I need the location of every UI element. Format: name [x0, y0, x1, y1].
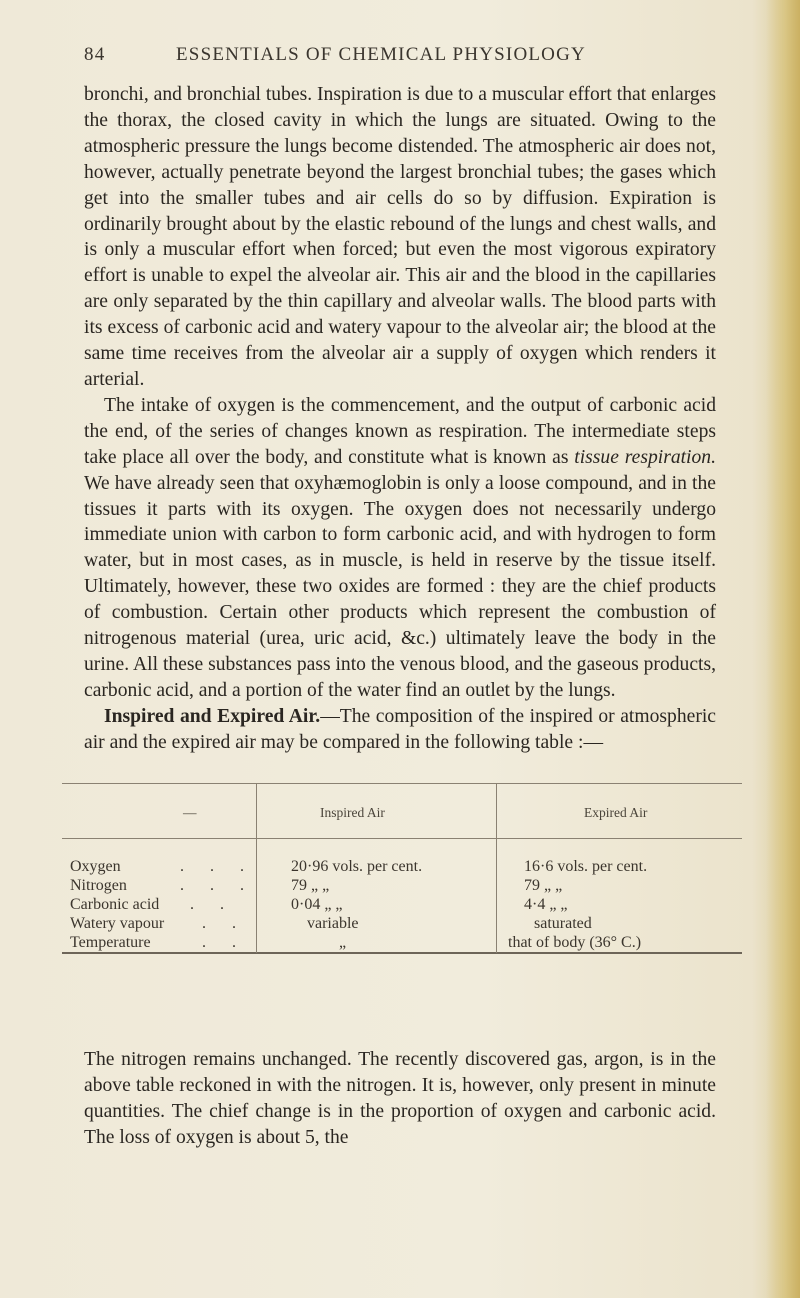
row-leader-dots: . . . — [180, 858, 255, 875]
row-leader-dots: . . . — [180, 877, 255, 894]
table-row — [62, 858, 742, 877]
row-leader-dots: . . — [190, 896, 235, 913]
expired-value: 79 „ „ — [524, 877, 563, 894]
inspired-value: „ — [339, 934, 347, 951]
row-leader-dots: . . — [202, 915, 247, 932]
paragraph-tissue-respiration — [84, 393, 716, 704]
expired-value: saturated — [534, 915, 592, 932]
inspired-value: 0·04 „ „ — [291, 896, 343, 913]
body-text — [84, 82, 716, 756]
table-row — [62, 934, 742, 953]
paragraph-inspired-expired — [84, 704, 716, 756]
table-header-blank: — — [183, 805, 197, 820]
expired-value: that of body (36° C.) — [508, 934, 642, 951]
paragraph-respiration-mechanics: bronchi, and bronchial tubes. Inspiration is due to a muscular effort that enlarges the thorax, the closed cavity in which the lungs are situated. Owing to the atmospheric pressure the lungs become distended. The atmospheric air does not, however, actually penetrate beyond the largest bronchial tubes; the gases which get into the smaller tubes and air cells do so by diffusion. Expiration is ordinarily brought about by the elastic rebound of the lungs and chest walls, and is only a muscular effort when forced; but even the most vigorous expiratory effort is unable to expel the alveolar air. This air and the blood in the capillaries are only separated by the thin capillary and alveolar walls. The blood parts with its excess of carbonic acid and watery vapour to the alveolar air; the blood at the same time receives from the alveolar air a supply of oxygen which renders it arterial. — [84, 84, 716, 390]
body-text-continued — [84, 1047, 716, 1151]
table-header-rule — [62, 838, 742, 839]
table-header-inspired: Inspired Air — [320, 805, 385, 820]
row-label: Carbonic acid — [70, 896, 160, 913]
row-label: Watery vapour — [70, 915, 165, 932]
italic-term: tissue respiration. — [574, 446, 716, 468]
paragraph-nitrogen: The nitrogen remains unchanged. The recently discovered gas, argon, is in the above table reckoned in with the nitrogen. It is, however, only present in minute quantities. The chief change is in the proportion of oxygen and carbonic acid. The loss of oxygen is about 5, the — [84, 1049, 716, 1148]
table-header-expired: Expired Air — [584, 805, 648, 820]
inspired-value: 20·96 vols. per cent. — [291, 858, 423, 875]
inspired-value: variable — [307, 915, 359, 932]
inspired-value: 79 „ „ — [291, 877, 330, 894]
air-composition-table — [62, 783, 742, 1037]
running-title: ESSENTIALS OF CHEMICAL PHYSIOLOGY — [176, 44, 586, 65]
page-number: 84 — [84, 44, 106, 65]
paragraph-text: The intake of oxygen is the commencement, and the output of carbonic acid the end, of the series of changes known as respiration. The intermediate steps take place all over the body, and constitute what is known as — [84, 394, 716, 468]
table-top-rule — [62, 783, 742, 784]
row-label: Temperature — [70, 934, 151, 951]
row-label: Nitrogen — [70, 877, 127, 894]
table-row — [62, 915, 742, 934]
paragraph-text: —The composition of the inspired or atmospheric air and the expired air may be compared in the following table :— — [84, 705, 716, 753]
page-edge-discoloration — [766, 0, 800, 1298]
paragraph-text: We have already seen that oxyhæmoglobin is only a loose compound, and in the tissues it parts with its oxygen. The oxygen does not necessarily undergo immediate union with carbon to form carbonic acid, and with hydrogen to form water, but in most cases, as in muscle, is held in reserve by the tissue itself. Ultimately, however, these two oxides are formed : they are the chief products of combustion. Certain other products which represent the combustion of nitrogenous material (urea, uric acid, &c.) ultimately leave the body in the urine. All these substances pass into the venous blood, and the gaseous products, carbonic acid, and a portion of the water find an outlet by the lungs. — [84, 472, 716, 701]
expired-value: 4·4 „ „ — [524, 896, 568, 913]
table-row — [62, 877, 742, 896]
table-row — [62, 896, 742, 915]
expired-value: 16·6 vols. per cent. — [524, 858, 648, 875]
section-heading: Inspired and Expired Air. — [104, 705, 321, 727]
row-label: Oxygen — [70, 858, 121, 875]
row-leader-dots: . . — [202, 934, 247, 951]
